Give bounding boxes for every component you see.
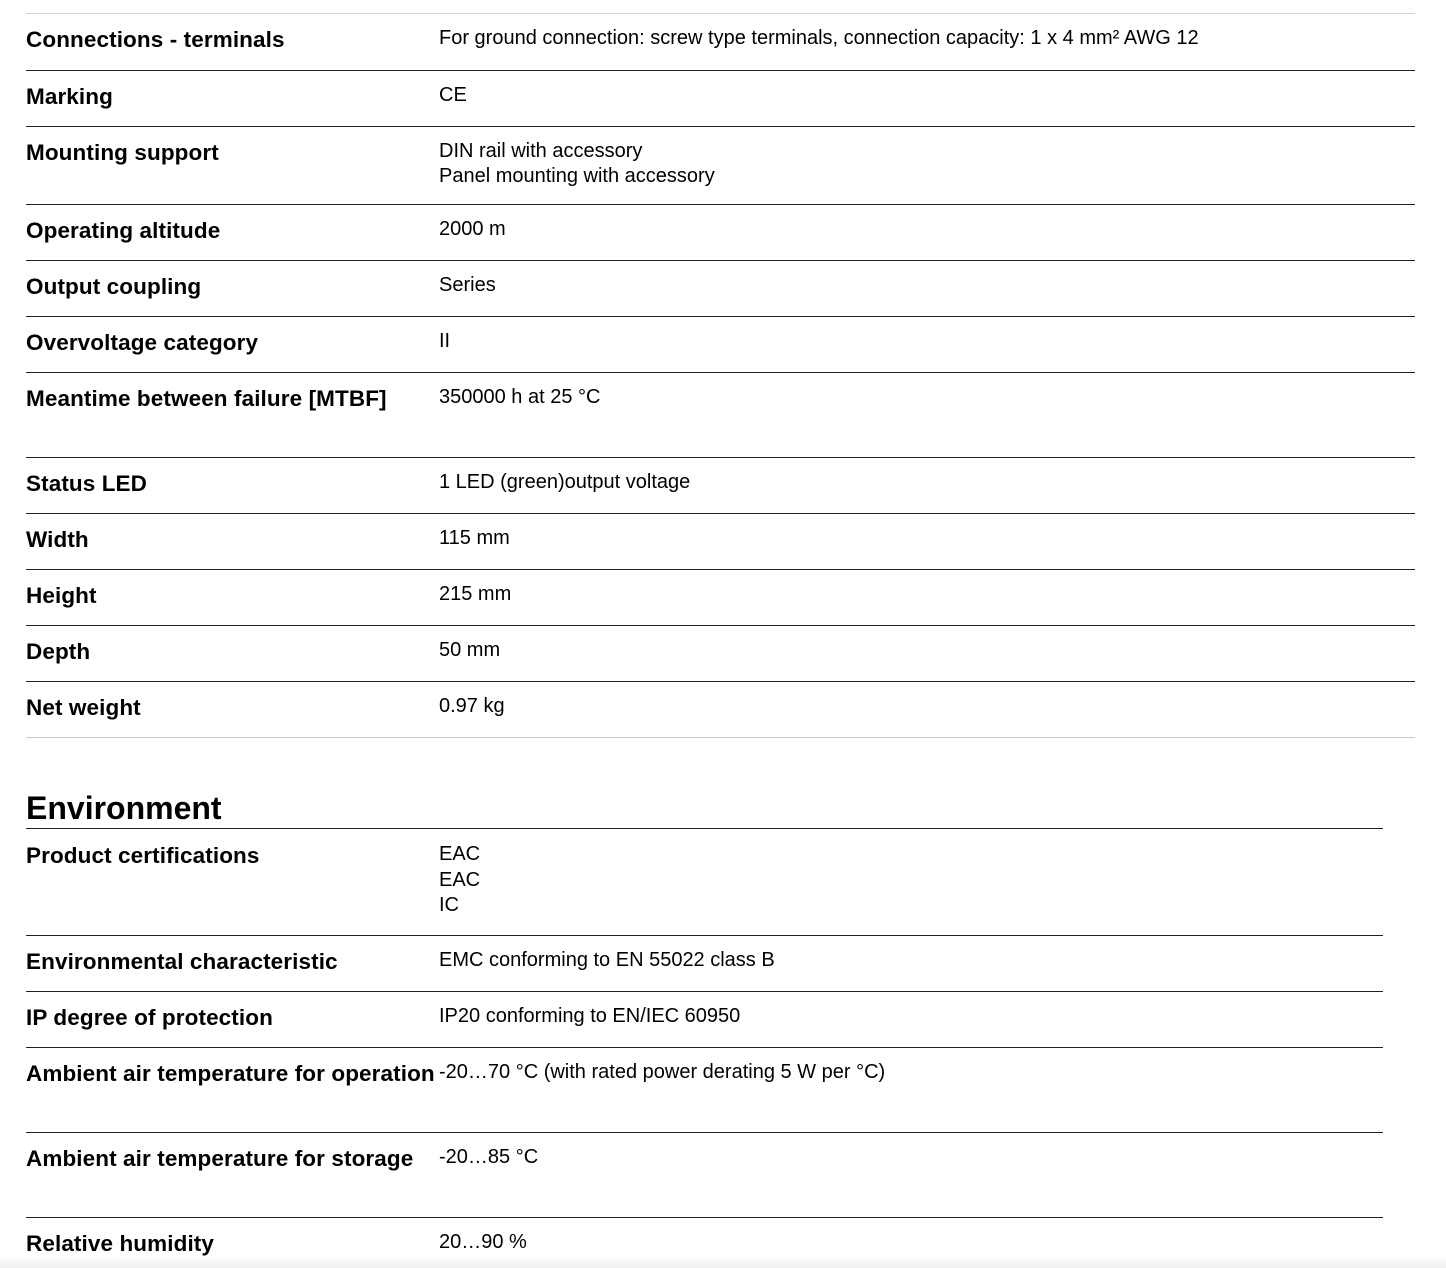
spec-label: Status LED: [26, 457, 439, 513]
spec-label: Product certifications: [26, 830, 439, 935]
spec-value: -20…85 °C: [439, 1132, 1383, 1217]
spec-row-output-coupling: [26, 260, 1415, 316]
spec-label: Operating altitude: [26, 204, 439, 260]
spec-label: Marking: [26, 70, 439, 126]
spec-value: 1 LED (green)output voltage: [439, 457, 1415, 513]
spec-label: Net weight: [26, 681, 439, 737]
spec-row-operating-altitude: [26, 204, 1415, 260]
spec-value: II: [439, 316, 1415, 372]
spec-row-ambient-temp-storage: [26, 1132, 1383, 1217]
spec-label: Overvoltage category: [26, 316, 439, 372]
spec-row-net-weight: [26, 681, 1415, 737]
spec-row-mounting-support: [26, 126, 1415, 204]
spec-row-mtbf: [26, 372, 1415, 457]
spec-row-ip-degree-of-protection: [26, 991, 1383, 1047]
spec-value: 215 mm: [439, 569, 1415, 625]
spec-label: Height: [26, 569, 439, 625]
spec-value: 50 mm: [439, 625, 1415, 681]
spec-row-product-certifications: [26, 830, 1383, 935]
spec-row-status-led: [26, 457, 1415, 513]
spec-label: Depth: [26, 625, 439, 681]
spec-value: IP20 conforming to EN/IEC 60950: [439, 991, 1383, 1047]
environment-table: [26, 830, 1383, 1267]
spec-label: Mounting support: [26, 126, 439, 204]
spec-label: Ambient air temperature for storage: [26, 1132, 439, 1217]
spec-label: IP degree of protection: [26, 991, 439, 1047]
spec-label: Connections - terminals: [26, 14, 439, 70]
spec-value: EAC EAC IC: [439, 830, 1383, 935]
spec-row-ambient-temp-operation: [26, 1047, 1383, 1132]
spec-label: Environmental characteristic: [26, 935, 439, 991]
spec-value: 115 mm: [439, 513, 1415, 569]
spec-value: DIN rail with accessory Panel mounting with accessory: [439, 126, 1415, 204]
spec-label: Meantime between failure [MTBF]: [26, 372, 439, 457]
spec-row-height: [26, 569, 1415, 625]
spec-label: Output coupling: [26, 260, 439, 316]
specifications-table: [26, 14, 1415, 738]
spec-value: 350000 h at 25 °C: [439, 372, 1415, 457]
spec-value: CE: [439, 70, 1415, 126]
spec-label: Ambient air temperature for operation: [26, 1047, 439, 1132]
spec-row-width: [26, 513, 1415, 569]
environment-section-title: Environment: [26, 788, 1383, 829]
spec-value: -20…70 °C (with rated power derating 5 W per °C): [439, 1047, 1383, 1132]
spec-value: 20…90 %: [439, 1230, 527, 1253]
spec-value: Series: [439, 260, 1415, 316]
spec-label: Width: [26, 513, 439, 569]
spec-row-overvoltage-category: [26, 316, 1415, 372]
spec-value: EMC conforming to EN 55022 class B: [439, 935, 1383, 991]
spec-row-marking: [26, 70, 1415, 126]
spec-value: For ground connection: screw type terminals, connection capacity: 1 x 4 mm² AWG 12: [439, 14, 1415, 70]
spec-label: Relative humidity: [26, 1230, 214, 1256]
spec-row-connections-terminals: [26, 14, 1415, 70]
spec-value: 0.97 kg: [439, 681, 1415, 737]
spec-row-environmental-characteristic: [26, 935, 1383, 991]
spec-value: 2000 m: [439, 204, 1415, 260]
spec-row-depth: [26, 625, 1415, 681]
bottom-fade: [0, 1256, 1446, 1268]
